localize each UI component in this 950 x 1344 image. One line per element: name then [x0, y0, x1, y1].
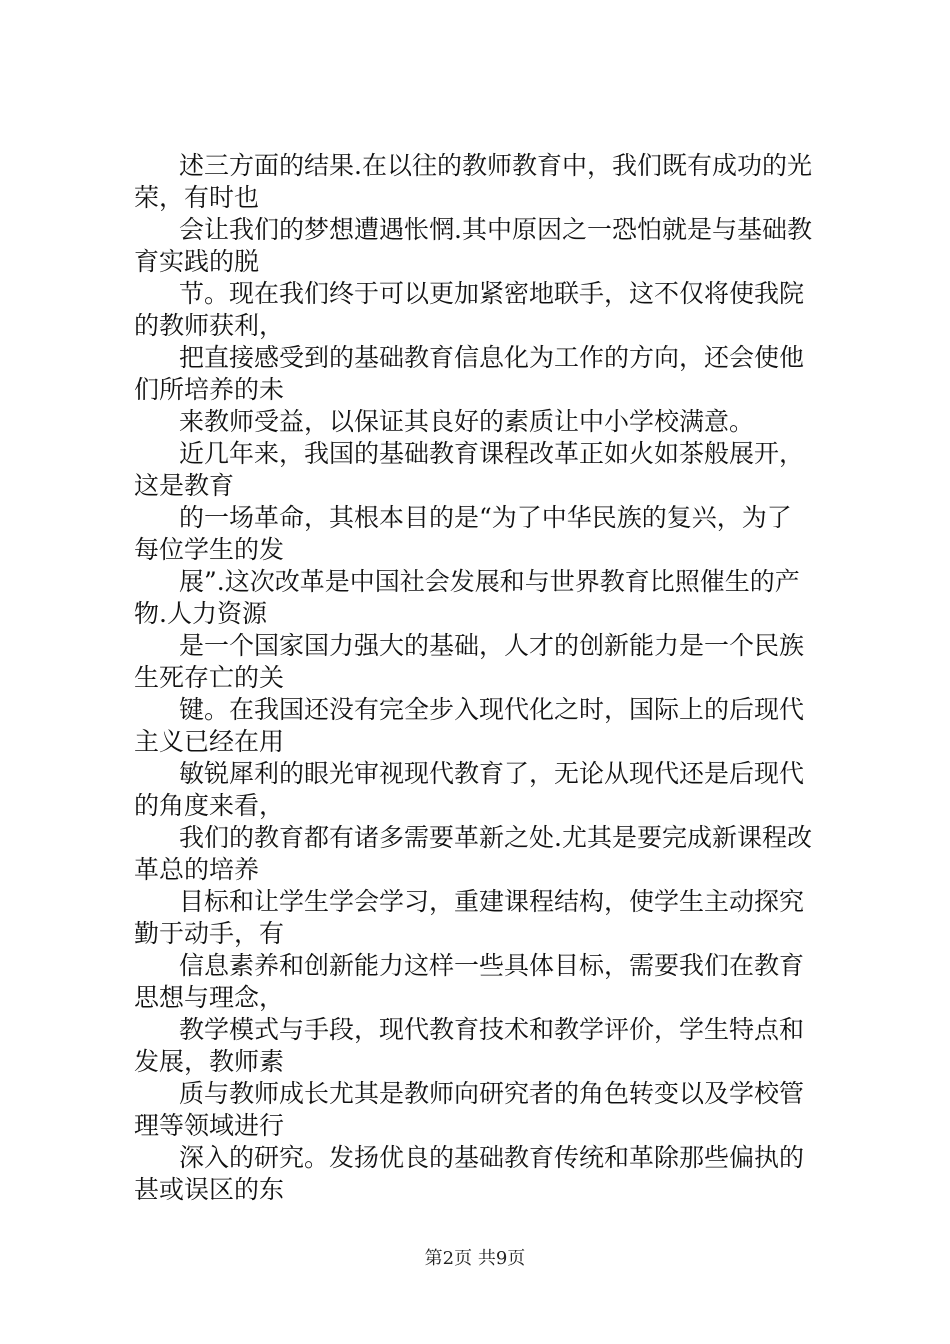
text-line: 信息素养和创新能力这样一些具体目标，需要我们在教育: [179, 951, 805, 980]
text-line: 育实践的脱: [134, 247, 260, 276]
text-line: 近几年来，我国的基础教育课程改革正如火如茶般展开，: [179, 439, 805, 468]
text-line: 每位学生的发: [134, 535, 285, 564]
text-line: 质与教师成长尤其是教师向研究者的角色转变以及学校管: [179, 1079, 805, 1108]
text-line: 生死存亡的关: [134, 663, 285, 692]
text-line: 们所培养的未: [134, 375, 285, 404]
text-line: 荣，有时也: [134, 183, 260, 212]
body-text: [134, 150, 834, 1206]
text-line: 节。现在我们终于可以更加紧密地联手，这不仅将使我院: [179, 279, 805, 308]
text-line: 理等领域进行: [134, 1111, 285, 1140]
text-line: 展”.这次改革是中国社会发展和与世界教育比照催生的产: [179, 567, 800, 596]
text-line: 来教师受益，以保证其良好的素质让中小学校满意。: [179, 407, 755, 436]
text-line: 目标和让学生学会学习，重建课程结构，使学生主动探究: [179, 887, 805, 916]
text-line: 思想与理念，: [134, 983, 285, 1012]
text-line: 物.人力资源: [134, 599, 267, 628]
text-line: 敏锐犀利的眼光审视现代教育了，无论从现代还是后现代: [179, 759, 805, 788]
text-line: 把直接感受到的基础教育信息化为工作的方向，还会使他: [179, 343, 805, 372]
text-line: 会让我们的梦想遭遇怅惘.其中原因之一恐怕就是与基础教: [179, 215, 812, 244]
text-line: 发展，教师素: [134, 1047, 285, 1076]
text-line: 我们的教育都有诸多需要革新之处.尤其是要完成新课程改: [179, 823, 812, 852]
text-line: 的教师获利，: [134, 311, 285, 340]
text-line: 的角度来看，: [134, 791, 285, 820]
text-line: 的一场革命，其根本目的是“为了中华民族的复兴，为了: [179, 503, 792, 532]
text-line: 深入的研究。发扬优良的基础教育传统和革除那些偏执的: [179, 1143, 805, 1172]
text-line: 甚或误区的东: [134, 1175, 285, 1204]
text-line: 主义已经在用: [134, 727, 285, 756]
text-line: 键。在我国还没有完全步入现代化之时，国际上的后现代: [179, 695, 805, 724]
text-line: 教学模式与手段，现代教育技术和教学评价，学生特点和: [179, 1015, 805, 1044]
text-line: 是一个国家国力强大的基础，人才的创新能力是一个民族: [179, 631, 805, 660]
text-line: 勤于动手，有: [134, 919, 285, 948]
page-footer: 第2页 共9页: [424, 1248, 526, 1269]
text-line: 述三方面的结果.在以往的教师教育中，我们既有成功的光: [179, 151, 812, 180]
text-line: 革总的培养: [134, 855, 260, 884]
text-line: 这是教育: [134, 471, 235, 500]
